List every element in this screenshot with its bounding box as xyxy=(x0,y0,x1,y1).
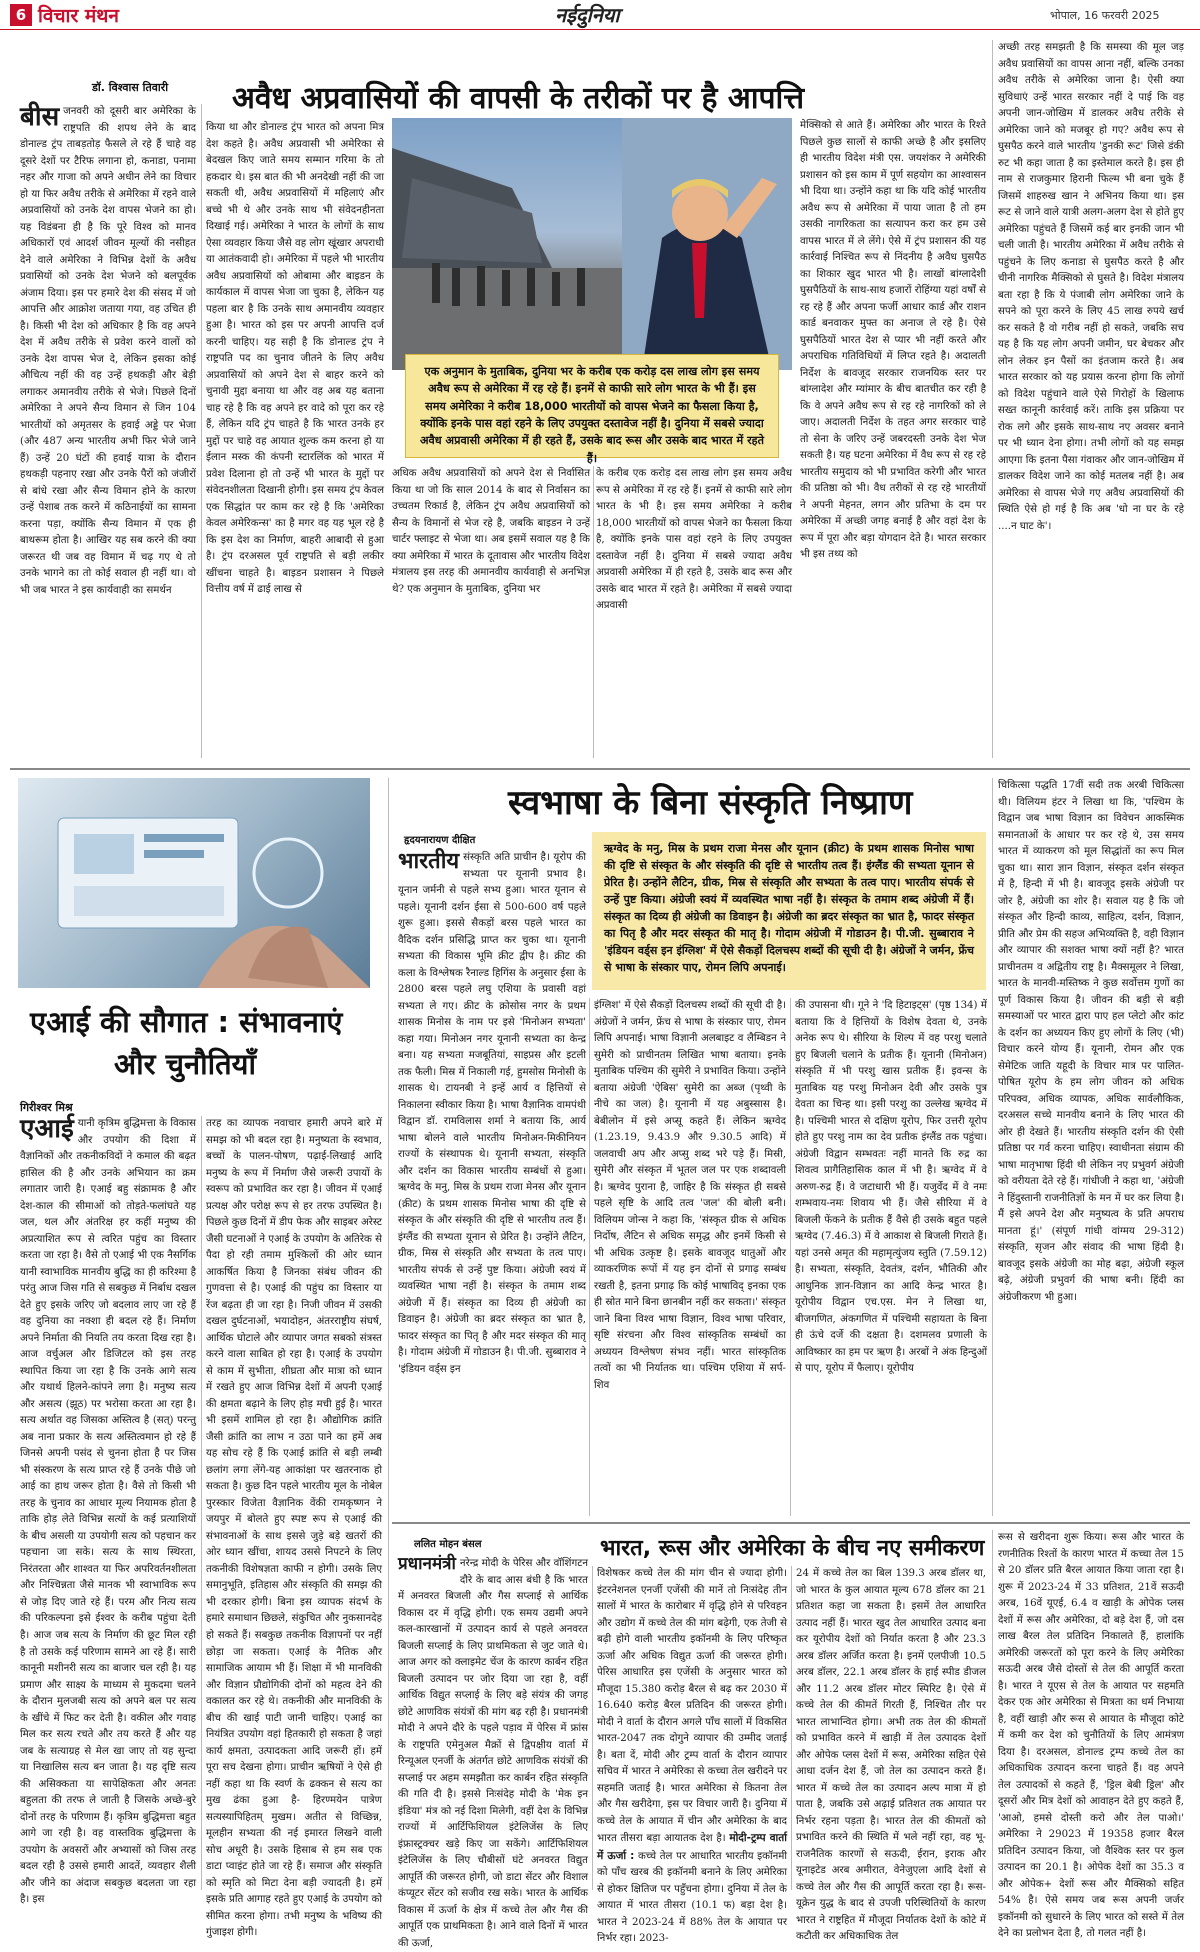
dropcap: भारतीय xyxy=(398,848,460,874)
author-byline: डॉ. विश्वास तिवारी xyxy=(92,81,169,94)
subhead: मोदी-ट्रम्प वार्ता में ऊर्जा : xyxy=(597,1832,787,1862)
pull-quote: एक अनुमान के मुताबिक, दुनिया भर के करीब एक करोड़ दस लाख लोग इस समय अवैध रूप से अमेरिका में रह रहे हैं। इनमें से काफी सारे लोग भारत के भी हैं। इस समय अमेरिका ने करीब 18,000 भारतीयों को वापस भेजने का फैसला किया है, क्योंकि इनके पास वहां रहने के लिए उपयुक्त दस्तावेज नहीं है। दुनिया में सबसे ज्यादा अवैध अप्रवासी अमेरिका में ही रहते हैं, उसके बाद रूस और उसके बाद भारत में रहते हैं। xyxy=(405,354,779,458)
article-column xyxy=(398,850,586,1516)
news-photo-icon xyxy=(392,118,792,370)
column-text: नरेन्द्र मोदी के पेरिस और वॉशिंगटन दौरे के बाद आस बंधी है कि भारत में अनवरत बिजली और गैस सप्लाई से आर्थिक विकास दर में वृद्धि होगी। एक समय उद्यमी अपने कल-कारखानों में उत्पादन कार्य से पहले अनवरत बिजली सप्लाई के लिए प्राथमिकता से जुट जाते थे। आज अगर को क्लाइमेट चेंज के कारण कार्बन रहित बिजली उत्पादन पर जोर दिया जा रहा है, वहीं आर्थिक विद्युत सप्लाई के लिए बड़े संयंत्र की जगह छोटे आणविक संयंत्रों की मांग बढ़ रही है। प्रधानमंत्री मोदी ने अपने दौरे के पहले पड़ाव में पेरिस में फ्रांस के राष्ट्रपति एमेनुअल मैक्रों से द्विपक्षीय वार्ता में रिन्यूअल एनर्जी के अंतर्गत छोटे आणविक संयंत्रों की सप्लाई पर अहम समझौता कर कार्बन रहित संस्कृति की गति दी है। इससे निःसंदेह मोदी के 'मेक इन इंडिया' मंत्र को नई दिशा मिलेगी, वहीं देश के विभिन्न राज्यों में आर्टिफिशियल इंटेलिजेंस के लिए इंफ्रास्ट्रक्चर खड़े किए जा सकेंगे। आर्टिफिशियल इंटेलिजेंस के लिए चौबीसों घंटे अनवरत विद्युत आपूर्ति की जरूरत होगी, जो डाटा सेंटर और विशाल कंप्यूटर सेंटर को सजीव रख सके। भारत के आर्थिक विकास में ऊर्जा के क्षेत्र में कच्चे तेल और गैस की आपूर्ति एक प्राथमिकता है। आने वाले दिनों में भारत की ऊर्जा, xyxy=(398,1558,588,1949)
dateline: भोपाल, 16 फरवरी 2025 xyxy=(1050,9,1160,22)
article-column: अच्छी तरह समझती है कि समस्या की मूल जड़ अवैध प्रवासियों का वापस आना नहीं, बल्कि उनका अवैध तरीके से अमेरिका जाना है। ऐसी क्या सुविधाएं उन्हें भारत सरकार नहीं दे पाई कि वह अपनी जान-जोखिम में डालकर अवैध तरीके से अमेरिका जाने को मजबूर हो गए? अवैध रूप से घुसपैठ करने वाले भारतीय 'डुनकी रूट' जिसे डंकी रुट भी कहा जाता है का इस्तेमाल करते है। इस ही नाम से राजकुमार हिरानी फिल्म भी बना चुके हैं जिसमें शाहरुख खान ने अभिनय किया था। इस रूट से जाने वाले यात्री अलग-अलग देश से होते हुए अमेरिका पहुंचते हैं जिसमें कई बार इनकी जान भी चली जाती है। भारतीय अमेरिका में अवैध तरीके से पहुंचने के लिए कनाडा से घुसपैठ करते है और चीनी नागरिक मैक्सिको से घुसते है। विदेश मंत्रालय बता रहा है कि ये पंजाबी लोग अमेरिका जाने के सपने को पूरा करने के लिए 45 लाख रुपये खर्च कर सकते है वो गरीब नहीं हो सकते, जबकि सच यह है कि यह लोग अपनी जमीन, घर बेचकर और लोन लेकर इन पैसों का इंतजाम करते है। अब भारत सरकार को यह प्रयास करना होगा कि लोगों को विदेश पहुंचाने वाले ऐसे गिरोहों के खिलाफ सख्त कानूनी कार्रवाई करें। ताकि इस प्रक्रिया पर रोक लगे और इसके साथ-साथ नए अवसर बनाने पर भी ध्यान देना होगा। तभी लोगों को यह समझ आएगा कि इतना पैसा गंवाकर और जान-जोखिम में डालकर विदेश जाने का कोई मतलब नहीं है। अब अमेरिका से वापस भेजे गए अवैध अप्रवासियों की स्थिति ऐसे हो गई है कि अब 'धो ना घर के रहे ....न घाट के'। xyxy=(998,42,1184,532)
author-byline: गिरीश्वर मिश्र xyxy=(20,1101,73,1114)
article-column: चिकित्सा पद्धति 17वीं सदी तक अरबी चिकित्सा थी। विलियम हंटर ने लिखा था कि, 'पश्चिम के विद्वान जब भाषा विज्ञान का विवेचन आकस्मिक समानताओं के आधार पर कर रहे थे, उस समय भारत में व्याकरण को मूल सिद्धांतों का रूप मिल चुका था। सारा ज्ञान विज्ञान, संस्कृत दर्शन संस्कृत में है, हिन्दी में भी है। बावजूद इसके अंग्रेजी पर जोर है, अंग्रेजी का शोर है। सवाल यह है कि जो संस्कृत और हिन्दी काव्य, साहित्य, दर्शन, विज्ञान, प्रीति और प्रेम की सहज अभिव्यक्ति है, वही विज्ञान और व्यापार की सशक्त भाषा क्यों नहीं है? भारत प्राचीनतम व अद्वितीय राष्ट्र है। मैक्समूलर ने लिखा, भारत के मानवी-मस्तिष्क ने कुछ सर्वोत्तम गुणों का पूर्ण विकास किया है। जीवन की बड़ी से बड़ी समस्याओं पर भारत द्वारा पाए हल प्लेटो और कांट के दर्शन का अध्ययन किए हुए लोगों के लिए (भी) विचार करने योग्य हैं। यूनानी, रोमन और एक सेमेटिक जाति यहूदी के विचार मात्र पर पालित-पोषित यूरोप के हम लोग जीवन को अधिक परिपक्व, अधिक व्यापक, अधिक सार्वलौकिक, दरअसल सच्चे मानवीय बनाने के लिए भारत की ओर ही देखते हैं। भारतीय संस्कृति दर्शन की ऐसी प्रतिष्ठा पर गर्व करना चाहिए। स्वाधीनता संग्राम की भाषा मातृभाषा हिंदी थी लेकिन नए प्रभुवर्ग अंग्रेजी को वरीयता देते रहे हैं। गांधीजी ने कहा था, 'अंग्रेजी ने हिंदुस्तानी राजनीतिज्ञों के मन में घर कर लिया है। मैं इसे अपने देश और मनुष्यत्व के प्रति अपराध मानता हूं।' (संपूर्ण गांधी वांग्मय 29-312) संस्कृति, सृजन और संवाद की भाषा हिंदी है। बावजूद इसके अंग्रेजी का मोह बढ़ा, अंग्रेजी स्कूल बढ़े, अंग्रेजी प्रभुवर्ग की भाषा बनी। हिंदी का अंग्रेजीकरण भी हुआ। xyxy=(998,780,1184,1303)
article-column: की उपासना थी। गूने ने 'दि हिटाइट्स' (पृष्ठ 134) में बताया कि वे हित्तियों के विशेष देवता थे, उनके अनेक रूप थे। सीरिया के शिल्प में वह परशु चलाते हुए बिजली चलाने के प्रतीक हैं। यूनानी (मिनोअन) संस्कृति में भी परशु खास प्रतीक हैं। इवन्स के मुताबिक यह परशु मिनोअन देवी और उसके पुत्र देवता का चिन्ह था। इसी परशु का उल्लेख ऋग्वेद में है। पश्चिमी भारत से दक्षिण यूरोप, फिर उत्तरी यूरोप होते हुए परशु नाम का देव प्रतीक इंग्लैंड तक पहुंचा। अंग्रेजी विद्वान सम्भवतः नहीं मानते कि रुद्र का शिवत्व प्रागैतिहासिक काल में भी है। ऋग्वेद में वे अरुण-रुद्र हैं। वे जटाधारी भी हैं। यजुर्वेद में वे नमः शम्भवाय-नमः शिवाय भी हैं। जैसे सीरिया में वे बिजली फेंकने के प्रतीक हैं वैसे ही उसके बहुत पहले ऋग्वेद (7.46.3) में वे आकाश से बिजली गिराते हैं। यहां उनसे अमृत की महामृत्युंजय स्तुति (7.59.12) है। सभ्यता, संस्कृति, देवतंत्र, दर्शन, भौतिकी और आधुनिक ज्ञान-विज्ञान का आदि केन्द्र भारत है। यूरोपीय विद्वान एच.एस. मेन ने लिखा था, बीजगणित, अंकगणित में पश्चिमी सहायता के बिना ही ऊंचे दर्जे की दक्षता है। दशमलव प्रणाली के आविष्कार का हम पर ऋण है। अरबों ने अंक हिन्दुओं से पाए, यूरोप में फैलाए। यूरोपीय xyxy=(795,1000,987,1375)
column-text: कच्चे तेल पर आधारित भारतीय इकॉनमी को पाँच खरब की इकॉनमी बनाने के लिए अमेरिका से होकर क्षितिज पर पहुँचना होगा। दुनिया में तेल के आयात में भारत तीसरा (10.1 फ) बड़ा देश है। भारत ने 2023-24 में 88% तेल के आयात पर निर्भर रहा। 2023- xyxy=(597,1850,788,1945)
paper-name: नईदुनिया xyxy=(555,3,620,27)
column-text: विशेषकर कच्चे तेल की मांग चीन से ज्यादा होगी। इंटरनेशनल एनर्जी एजेंसी की मानें तो निःसंदेह तीन सालों में भारत के कारोबार में वृद्धि होने से परिवहन और उद्योग में कच्चे तेल की मांग बढ़ेगी, एक तेजी से बढ़ी होगे वाली भारतीय इकॉनमी के लिए परिष्कृत ऊर्जा और अधिक विद्युत ऊर्जा की जरूरत होगी। पेरिस आधारित इस एजेंसी के अनुसार भारत को मौजूदा 15.380 करोड़ बैरल से बढ़ कर 2030 में 16.640 करोड़ बैरल प्रतिदिन की जरूरत होगी। मोदी ने वार्ता के दौरान अगले पाँच सालों में विकसित भारत-2047 तक दोगुने व्यापार की उम्मीद जताई है। बता दें, मोदी और ट्रम्प वार्ता के दौरान व्यापार सचिव में भारत ने अमेरिका से कच्चा तेल खरीदने पर सहमति जताई है। भारत अमेरिका से कितना तेल और गैस खरीदेगा, इस पर विचार जारी है। दुनिया में कच्चे तेल के आयात में चीन और अमेरिका के बाद भारत तीसरा बड़ा आयातक देश है। xyxy=(597,1568,787,1845)
dropcap: एआई xyxy=(20,1114,74,1144)
column-text: संस्कृति अति प्राचीन है। यूरोप की सभ्यता पर यूनानी प्रभाव है। यूनान जर्मनी से पहले सभ्य हुआ। भारत यूनान से पहले। यूनानी दर्शन ईसा से 500-600 वर्ष पहले शुरू हुआ। इससे सैकड़ों बरस पहले भारत का वैदिक दर्शन प्रसिद्धि प्राप्त कर चुका था। यूनानी सभ्यता की विकास भूमि क्रीट द्वीप है। क्रीट की कला के विश्लेषक रैनाल्ड हिगिंस के अनुसार ईसा के 2800 बरस पहले लघु एशिया के प्रवासी वहां सभ्यता ले गए। क्रीट के क्रोसोस नगर के प्रथम शासक मिनोस के नाम पर इसे 'मिनोअन सभ्यता' कहा गया। मिनोअन नगर यूनानी सभ्यता का केन्द्र बना। यह सभ्यता मजबूतियां, साइप्रस और इटली तक फैली। मिस्र में निकाली गई, हुमसोस मिनोसी के शासक थे। टायनबी ने इन्हें आर्य व हित्तियों से निकालना स्वीकार किया है। भाषा वैज्ञानिक वामपंथी विद्वान डॉ. रामविलास शर्मा ने बताया कि, आर्य भाषा बोलने वाले भारतीय मिनोअन-मिकीनियन राज्यों के संस्थापक थे। यूनानी सभ्यता, संस्कृति और दर्शन का विकास भारतीय सम्बंधों से हुआ। ऋग्वेद के मनु, मिस्र के प्रथम राजा मेनस और यूनान (क्रीट) के प्रथम शासक मिनोस भाषा की दृष्टि से संस्कृत के और संस्कृति की दृष्टि से भारतीय तत्व हैं। इंग्लैंड की सभ्यता यूनान से प्रेरित है। उन्होंने लैटिन, ग्रीक, मिस्र से संस्कृति और सभ्यता के तत्व पाए। भारतीय संपर्क से उन्हें पुष्ट किया। अंग्रेजी स्वयं में व्यवस्थित भाषा नहीं है। संस्कृत के तमाम शब्द अंग्रेजी में हैं। संस्कृत का दिव्य ही अंग्रेजी का डिवाइन है। अंग्रेजी का ब्रदर संस्कृत का भ्रात है, फादर संस्कृत का पितृ है और मदर संस्कृत की मातृ है। गोदाम अंग्रेजी में गोडाउन है। पी.जी. सुब्बाराव ने 'इंडियन वर्ड्स इन xyxy=(398,852,586,1375)
article-headline: स्वभाषा के बिना संस्कृति निष्प्राण xyxy=(508,783,913,823)
author-byline: ललित मोहन बंसल xyxy=(414,1539,482,1550)
article-column: मेक्सिको से आते हैं। अमेरिका और भारत के रिश्ते पिछले कुछ सालों से काफी अच्छे है और इसलिए ही भारतीय विदेश मंत्री एस. जयशंकर ने अमेरिकी प्रशासन को इस काम में पूर्ण सहयोग का आश्वासन भी दिया था। उन्होंने कहा था कि यदि कोई भारतीय अवैध रूप से अमेरिका में पाया जाता है तो हम उसकी नागरिकता का सत्यापन करा कर हम उसे वापस भारत में ले लेंगे। ऐसे में ट्रंप प्रशासन की यह कार्रवाई निश्चित रूप से निंदनीय है अवैध घुसपैठ का शिकार खुद भारत भी है। लाखों बांग्लादेशी घुसपैठियों के साथ-साथ हजारों रोहिंग्या यहां वर्षों से रह रहे हैं और अपना फर्जी आधार कार्ड और राशन कार्ड बनवाकर मुफ्त का अनाज ले रहे है। ऐसे घुसपैठियों भारत देश से प्यार भी नहीं करते और अपराधिक गतिविधियों में लिप्त रहते है। अदालती निर्देश के बावजूद सरकार राजनयिक स्तर पर बांग्लादेश और म्यांमार के बीच बातचीत कर रही है कि वे अपने अवैध रूप से रह रहे नागरिकों को ले जाए। अदालती निर्देश के तहत अगर सरकार चाहे तो सेना के जरिए उन्हें जबरदस्ती उनके देश भेज सकती है। यह घटना अमेरिका में वैध रूप से रह रहे भारतीय समुदाय को भी प्रभावित करेगी और भारत की प्रतिष्ठा को भी। वैध तरीकों से रह रहे भारतीयों ने अपनी मेहनत, लगन और प्रतिभा के दम पर अमेरिका में अच्छी जगह बनाई है और वहां देश के रूप में पूरा और बड़ा योगदान देते है। भारत सरकार भी इस तथ्य को xyxy=(800,120,986,561)
article-headline: एआई की सौगात : संभावनाएं xyxy=(30,1005,343,1039)
article-column xyxy=(20,1114,196,1906)
article-headline: अवैध अप्रवासियों की वापसी के तरीकों पर है आपत्ति xyxy=(232,81,805,116)
section-title: विचार मंथन xyxy=(38,5,119,27)
ai-illustration-icon xyxy=(18,778,370,988)
article-column xyxy=(597,1566,788,1945)
article-headline: और चुनौतियाँ xyxy=(114,1047,257,1081)
dropcap: प्रधानमंत्री xyxy=(398,1554,456,1574)
article-column: इंग्लिश' में ऐसे सैकड़ों दिलचस्प शब्दों की सूची दी है। अंग्रेजों ने जर्मन, फ्रेंच से भाषा के संस्कार पाए, रोमन लिपि अपनाई। भाषा विज्ञानी अलबाइट व लैम्बिडन ने सुमेरी को प्राचीनतम लिखित भाषा बताया। इनके मुताबिक पश्चिम की सुमेरी ने प्रभावित किया। उन्होंने बताया अंग्रेजी 'ऐबिस' सुमेरी का अब्ज (पृथ्वी के नीचे का जल) है। यूनानी में यह अबुस्सास है। बेबीलोन में इसे अप्सू कहते हैं। लेकिन ऋग्वेद (1.23.19, 9.43.9 और 9.30.5 आदि) में जलवाची अप और अप्सु शब्द भरे पड़े हैं। मिस्री, सुमेरी और संस्कृत में भूतल जल पर एक शब्दावली है। ऋग्वेद पुराना है, जाहिर है कि संस्कृत ही सबसे पहले सृष्टि के आदि तत्व 'जल' की बोली बनी। विलियम जोन्स ने कहा कि, 'संस्कृत ग्रीक से अधिक निर्दोष, लैटिन से अधिक समृद्ध और इनमें किसी से भी अधिक उत्कृष्ट है। इसके बावजूद धातुओं और व्याकरणिक रूपों में यह इन दोनों से प्रगाढ़ सम्बंध रखती है, इतना प्रगाढ़ कि कोई भाषाविद् इनका एक ही स्रोत माने बिना छानबीन नहीं कर सकता।' संस्कृत जाने बिना विश्व भाषा विज्ञान, विश्व भाषा परिवार, सृष्टि संरचना और विश्व सांस्कृतिक सम्बंधों का अध्ययन विश्लेषण संभव नहीं। भारत सांस्कृतिक तत्वों का भी निर्यातक था। पश्चिम एशिया में सर्प-शिव xyxy=(594,1000,786,1391)
page-number-badge xyxy=(10,4,32,26)
article-column: रूस से खरीदना शुरू किया। रूस और भारत के रणनीतिक रिश्तों के कारण भारत में कच्चा तेल 15 से 20 डॉलर प्रति बैरल आयात किया जाता रहा है। शुरू में 2023-24 में 33 प्रतिशत, 21वें सऊदी अरब, 16वें यूएई, 6.4 व खाड़ी के ओपेक प्लस देशों में रूस और अमेरिका, दो बड़े देश हैं, जो दस लाख बैरल तेल प्रतिदिन निकालते हैं, हालांकि अमेरिकी जरूरतों को पूरा करने के लिए अमेरिका सऊदी अरब जैसे दोस्तों से तेल की आपूर्ति करता है। भारत ने यूएस से तेल के आयात पर सहमति देकर एक ओर अमेरिका से मित्रता का धर्म निभाया है, वहीं खाड़ी और रूस से आयात के मौजूदा कोटे में कमी कर देश को चुनौतियों के लिए आमंत्रण दिया है। दरअसल, डोनाल्ड ट्रम्प कच्चे तेल का अधिकाधिक उत्पादन करना चाहते हैं। वह अपने तेल उत्पादकों से कहते हैं, 'ड्रिल बेबी ड्रिल' और दूसरों और मित्र देशों को आवाहन देते हुए कहते हैं, 'आओ, हमसे दोस्ती करो और तेल पाओ।' अमेरिका ने 29023 में 19358 हजार बैरल प्रतिदिन उत्पादन किया, जो वैश्विक स्तर पर कुल उत्पादन का 20.1 है। ओपेक देशों का 35.3 व और ओपेक+ देशों रूस और मैक्सिको सहित 54% है। ऐसे समय जब रूस अपनी जर्जर इकॉनमी को सुधारने के लिए भारत को सस्ते में तेल देने का प्रलोभन देता है, तो गलत नहीं है। xyxy=(998,1532,1184,1940)
pull-quote: ऋग्वेद के मनु, मिस्र के प्रथम राजा मेनस और यूनान (क्रीट) के प्रथम शासक मिनोस भाषा की दृष्टि से संस्कृत के और संस्कृति की दृष्टि से भारतीय तत्व हैं। इंग्लैंड की सभ्यता यूनान से प्रेरित है। उन्होंने लैटिन, ग्रीक, मिस्र से संस्कृति और सभ्यता के तत्व पाए। भारतीय संपर्क से उन्हें पुष्ट किया। अंग्रेजी स्वयं में व्यवस्थित भाषा नहीं है। संस्कृत के तमाम शब्द अंग्रेजी में हैं। संस्कृत का दिव्य ही अंग्रेजी का डिवाइन है। अंग्रेजी का ब्रदर संस्कृत का भ्रात है, फादर संस्कृत का पितृ है और मदर संस्कृत की मातृ है। गोदाम अंग्रेजी में गोडाउन है। पी.जी. सुब्बाराव ने 'इंडियन वर्ड्स इन इंग्लिश' में ऐसे सैकड़ों दिलचस्प शब्दों की सूची दी है। अंग्रेजों ने जर्मन, फ्रेंच से भाषा के संस्कार पाए, रोमन लिपि अपनाई। xyxy=(592,832,986,990)
article-column: अधिक अवैध अप्रवासियों को अपने देश से निर्वासित किया था जो कि साल 2014 के बाद से निर्वासन का उच्चतम रिकार्ड है, लेकिन ट्रंप अवैध अप्रवासियों को सैन्य के विमानों से भेज रहे है, जबकि बाइडन ने उन्हें चार्टर फ्लाइट से भेजा था। अब इसमें सवाल यह है कि क्या अमेरिका में भारत के दूतावास और भारतीय विदेश मंत्रालय इस तरह की अमानवीय कार्यवाही से अनभिज्ञ थे? एक अनुमान के मुताबिक, दुनिया भर xyxy=(392,468,590,595)
article-headline: भारत, रूस और अमेरिका के बीच नए समीकरण xyxy=(600,1536,985,1561)
article-column: किया था और डोनाल्ड ट्रंप भारत को अपना मित्र देश कहते है। अवैध अप्रवासी भी अमेरिका से बेदखल किए जाते समय सम्मान गरिमा के तो हकदार थे। इस बात की भी अनदेखी नहीं की जा सकती थी, अवैध अप्रवासियों में महिलाएं और बच्चे भी थे और उनके साथ भी संवेदनहीनता दिखाई गई। अमेरिका ने भारत के लोगों के साथ ऐसा व्यवहार किया जैसे वह लोग खूंखार अपराधी या आतंकवादी हो। अमेरिका में पहले भी भारतीय अवैध अप्रवासियों को ओबामा और बाइडन के कार्यकाल में वापस भेजा जा चुका है, लेकिन यह पहला बार है कि उनके साथ अमानवीय व्यवहार हुआ है। भारत को इस पर अपनी आपत्ति दर्ज करनी चाहिए। यह सही है कि डोनाल्ड ट्रंप ने राष्ट्रपति पद का चुनाव जीतने के लिए अवैध अप्रवासियों को अपने देश से बाहर करने को चुनावी मुद्दा बनाया था और वह अब यह बताना चाह रहे है कि वह अपने हर वादे को पूरा कर रहे हैं, लेकिन यदि ट्रंप चाहते है कि भारत उनके हर मुद्दों पर चाहे वह आयात शुल्क कम करना हो या ईलान मस्क की कंपनी स्टारलिंक को भारत में प्रवेश दिलाना हो तो उन्हें भी भारत के मुद्दों पर संवेदनशीलता दिखानी होगी। इस समय ट्रंप केवल एक सिद्धांत पर काम कर रहे है कि 'अमेरिका केवल अमेरिकन्स' का है मगर वह यह भूल रहे है कि इस देश का निर्माण, बाहरी आबादी से हुआ है। ट्रंप दरअसल पूर्व राष्ट्रपति से बड़ी लकीर खींचना चाहते है। बाइडन प्रशासन ने पिछले वित्तीय वर्ष में ढाई लाख से xyxy=(206,122,384,596)
author-byline: हृदयनारायण दीक्षित xyxy=(404,835,476,846)
news-photo xyxy=(392,118,792,370)
ai-illustration xyxy=(18,778,370,988)
column-text: यानी कृत्रिम बुद्धिमत्ता के विकास और उपयोग की दिशा में वैज्ञानिकों और तकनीकविदों ने कमाल की बढ़त हासिल की है और उनके अभियान का क्रम लगातार जारी है। एआई बहु संक्रामक है और देश-काल की सीमाओं को तोड़ते-फलांघते यह जल, थल और अंतरिक्ष हर कहीं मनुष्य की अप्रत्याशित रूप से त्वरित पहुंच का विस्तार करता जा रहा है। वैसे तो एआई भी एक नैसर्गिक यानी स्वाभाविक मानवीय बुद्धि का ही करिश्मा है परंतु आज जिस गति से सबकुछ में निर्बाध दखल देते हुए इसके जरिए जो बदलाव लाए जा रहे हैं वह दुनिया का नक्शा ही बदल रहे हैं। निर्माण अपने निर्माता की नियति तय करता दिख रहा है। आज वर्चुअल और डिजिटल को इस तरह स्थापित किया जा रहा है कि उनके आगे सत्य और यथार्थ हिलने-कांपने लगा है। मनुष्य सत्य और असत्य (झूठ) पर भरोसा करता आ रहा है। सत्य अर्थात वह जिसका अस्तित्व है (सत्) परन्तु अब नाना प्रकार के सत्य अस्तित्वमान हो रहे हैं जिनसे अपनी पसंद से चुनना होता है पर जिस भी संस्करण के सत्य प्राप्त रहे हैं उनके पीछे जो आई का हाथ जरूर होता है। वैसे तो किसी भी तरह के चुनाव का आधार मूल्य नियामक होता है ताकि होड़ लेते विभिन्न सत्यों के कई प्रत्याशियों के बीच असली या उपयोगी सत्य को पहचान कर पहचाना जा सके। सत्य के साथ स्थिरता, निरंतरता और शाश्वत या फिर अपरिवर्तनशीलता और निश्चिन्नता जैसे मानक भी स्वाभाविक रूप से जोड़ दिए जाते रहे हैं। परम और नित्य सत्य की परिकल्पना इसे ईश्वर के करीब पहुंचा देती है। आज जब सत्य के निर्माण की छूट मिल रही है तो उसके कई परिणाम सामने आ रहे हैं। सारी कानूनी मशीनरी सत्य का बाजार चल रही है। यह प्रमाण और साक्ष्य के माध्यम से मुकदमा चलने के दौरान मुलजबी सत्य को अपने बल पर सत्य के खींचे में फिट कर देती है। वकील और गवाह मिल कर सत्य रचते और तय करते हैं और यह जब के सत्याग्रह से मेल खा जाए तो यह सुन्दा या निखालिस सत्य बन जाता है। यह दृष्टि सत्य की असिक्कता या सापेक्षिकता और अनतः बहुलता की तरफ ले जाती है जिसके अच्छे-बुरे दोनों तरह के परिणाम हैं। कृत्रिम बुद्धिमत्ता बहुत आगे जा रही है। वह वास्तविक बुद्धिमत्ता के उपयोग के अवसरों और अभ्यासों को जिस तरह बदल रही है उससे हमारी आदतें, व्यवहार शैली और जीने का अंदाज सबकुछ बदलता जा रहा है। इस xyxy=(20,1118,196,1906)
article-column xyxy=(398,1554,588,1949)
article-column: तरह का व्यापक नवाचार हमारी अपने बारे में समझ को भी बदल रहा है। मनुष्यता के स्वभाव, बच्चों के पालन-पोषण, पढ़ाई-लिखाई आदि मनुष्य के रूप में निर्माण जैसे जरूरी उपायों के स्वरूप को प्रभावित कर रहा है। जीवन में एआई प्रत्यक्ष और परोक्ष रूप से हर तरफ उपस्थित है। पिछले कुछ दिनों में डीप फेक और साइबर अरेस्ट जैसी घटनाओं ने एआई के उपयोग के अतिरेक से पैदा हो रही तमाम मुश्किलों की ओर ध्यान आकर्षित किया है जिनका संबंध जीवन की गुणवत्ता से है। एआई की पहुंच का विस्तार या रेंज बढ़ता ही जा रहा है। निजी जीवन में उसकी दखल दुर्घटनाओं, भयादोहन, अंतरराष्ट्रीय संघर्ष, आर्थिक घोटाले और व्यापार जगत सबको संत्रस्त करने वाला साबित हो रहा है। एआई के उपयोग से काम में सुभीता, शीघ्रता और मात्रा को ध्यान में रखते हुए आज विभिन्न देशों में अपनी एआई की क्षमता बढ़ाने के लिए होड़ मची हुई है। भारत भी इसमें शामिल हो रहा है। औद्योगिक क्रांति जैसी क्रांति का लाभ न उठा पाने का हमें अब यह सोच रहे हैं कि एआई क्रांति से बड़ी लम्बी छलांग लगा लेंगे-यह आकांक्षा पर खतरनाक हो सकता है। कुछ दिन पहले भारतीय मूल के नोबेल पुरस्कार विजेता वैज्ञानिक वेंकी रामकृष्णन ने जयपुर में बोलते हुए स्पष्ट रूप से एआई की संभावनाओं के साथ इससे जुड़े बड़े खतरों की ओर ध्यान खींचा, शायद उससे निपटने के लिए तकनीकी विशेषज्ञता काफी न होगी। उसके लिए समानुभूति, इतिहास और संस्कृति की समझ की भी दरकार होगी। बिना इस व्यापक संदर्भ के हमारे समाधान छिछले, संकुचित और नुकसानदेह हो सकते हैं। सबकुछ तकनीक विज्ञापनों पर नहीं छोड़ा जा सकता। एआई के नैतिक और सामाजिक आयाम भी हैं। शिक्षा में भी मानविकी और विज्ञान प्रौद्योगिकी दोनों को महत्व देने की वकालत कर रहे थे। तकनीकी और मानविकी के बीच की खाई पाटी जानी चाहिए। एआई का नियंत्रित उपयोग वहां हितकारी हो सकता है जहां कार्य क्षमता, उत्पादकता आदि जरूरी हों। हमें पूरा सच देखना होगा। प्राचीन ऋषियों ने ऐसे ही नहीं कहा था कि स्वर्ण के ढक्कन से सत्य का मुख ढंका हुआ है- हिरण्मयेन पात्रेण सत्यस्यापिहितम् मुखम। अतीत से विच्छिन्न, मूलहीन सभ्यता की नई इमारत लिखने वाली सोच अधूरी है। उसके हिसाब से हम सब एक डाटा प्वाइंट होते जा रहे हैं। समाज और संस्कृति को स्मृति को मिटा देना बड़ी ज्यादती है। हमें इसके प्रति आगाह रहते हुए एआई के उपयोग को सीमित करना होगा। तभी मनुष्य के भविष्य की गुंजाइश होगी। xyxy=(206,1118,382,1939)
column-text: जनवरी को दूसरी बार अमेरिका के राष्ट्रपति की शपथ लेने के बाद डोनाल्ड ट्रंप ताबड़तोड़ फैसले ले रहे हैं चाहे वह दूसरे देशों पर टैरिफ लगाना हो, कनाडा, पनामा नहर और गाजा को अपने अधीन लेने का विचार हो या फिर अवैध तरीके से अमेरिका में रहने वाले अप्रवासियों को उनके देश वापस भेजने का हो। यह विडंबना ही है कि पूरे विश्व को मानव अधिकारों एवं आदर्श जीवन मूल्यों की नसीहत देने वाले अमेरिका ने विभिन्न देशों के अवैध प्रवासियों को उनके देश भेजने को बलपूर्वक अंजाम दिया। इस पर हमारे देश की संसद में जो आपत्ति और आक्रोश जताया गया, वह उचित ही है। किसी भी देश को अधिकार है कि वह अपने देश में अवैध तरीके से प्रवेश करने वालों को उनके देश वापस भेज दे, लेकिन इसका कोई औचित्य नहीं की वह उन्हें हथकड़ी और बेड़ी लगाकर अमानवीय तरीके से भेजे। पिछले दिनों अमेरिका ने अपने सैन्य विमान से जिन 104 भारतीयों को अमृतसर के हवाई अड्डे पर भेजा (और 487 अन्य भारतीय अभी फिर भेजे जाने हैं) उन्हें 20 घंटों की हवाई यात्रा के दौरान हथकड़ी पहनाए रखा और उनके पैरों को जंजीरों से बांधे रखा और सैन्य विमान होने के कारण उन्हें पेशाब तक करने में कठिनाईयों का सामना करना पड़ा, क्योंकि सैन्य विमान में एक ही बाथरूम होता है। आखिर यह सब करने की क्या जरूरत थी जब वह विमान में चढ़ गए थे तो उनके भागने का तो कोई सवाल ही नहीं था। वो भी जब भारत ने इस कार्यवाही का समर्थन xyxy=(20,106,196,596)
article-column: के करीब एक करोड़ दस लाख लोग इस समय अवैध रूप से अमेरिका में रह रहे हैं। इनमें से काफी सारे लोग भारत के भी है। इस समय अमेरिका ने करीब 18,000 भारतीयों को वापस भेजने का फैसला किया है, क्योंकि इनके पास वहां रहने के लिए उपयुक्त दस्तावेज नहीं है। दुनिया में सबसे ज्यादा अवैध अप्रवासी अमेरिका में ही रहते है, उसके बाद रूस और उसके बाद भारत में रहते है। अमेरिका में सबसे ज्यादा अप्रवासी xyxy=(596,468,792,612)
article-column: 24 में कच्चे तेल का बिल 139.3 अरब डॉलर था, जो भारत के कुल आयात मूल्य 678 डॉलर का 21 प्रतिशत कहा जा सकता है। इसमें तेल आधारित उत्पाद नहीं हैं। भारत खुद तेल आधारित उत्पाद बना कर यूरोपीय देशों को निर्यात करता है और 23.3 अरब डॉलर अर्जित करता है। इनमें एलपीजी 10.5 अरब डॉलर, 22.1 अरब डॉलर के हाई स्पीड डीजल और 11.2 अरब डॉलर मोटर स्पिरिट है। ऐसे में कच्चे तेल की कीमतें गिरती हैं, निश्चित तौर पर भारत लाभान्वित होगा। अभी तक तेल की कीमतों को प्रभावित करने में खाड़ी में तेल उत्पादक देशों और ओपेक प्लस देशों में रूस, अमेरिका सहित ऐसे आधा दर्जन देश हैं, जो तेल का उत्पादन करते हैं। भारत में कच्चे तेल का उत्पादन अल्प मात्रा में हो पाता है, जबकि उसे अढ़ाई प्रतिशत तक आयात पर निर्भर रहना पड़ता है। भारत तेल की कीमतों को प्रभावित करने की स्थिति में भले नहीं रहा, वह भू-राजनैतिक कारणों से सऊदी, ईरान, इराक और यूनाइटेड अरब अमीरात, वेनेजुएला आदि देशों से कच्चे तेल और गैस की आपूर्ति करता रहा है। रूस-यूक्रेन युद्ध के बाद से उपजी परिस्थितियों के कारण भारत ने राष्ट्रहित में मौजूदा निर्यातक देशों के कोटे में कटौती कर अधिकाधिक तेल xyxy=(796,1568,986,1943)
masthead xyxy=(0,0,1200,30)
page-number: 6 xyxy=(15,6,27,24)
dropcap: बीस xyxy=(20,102,60,132)
article-column xyxy=(20,104,196,758)
